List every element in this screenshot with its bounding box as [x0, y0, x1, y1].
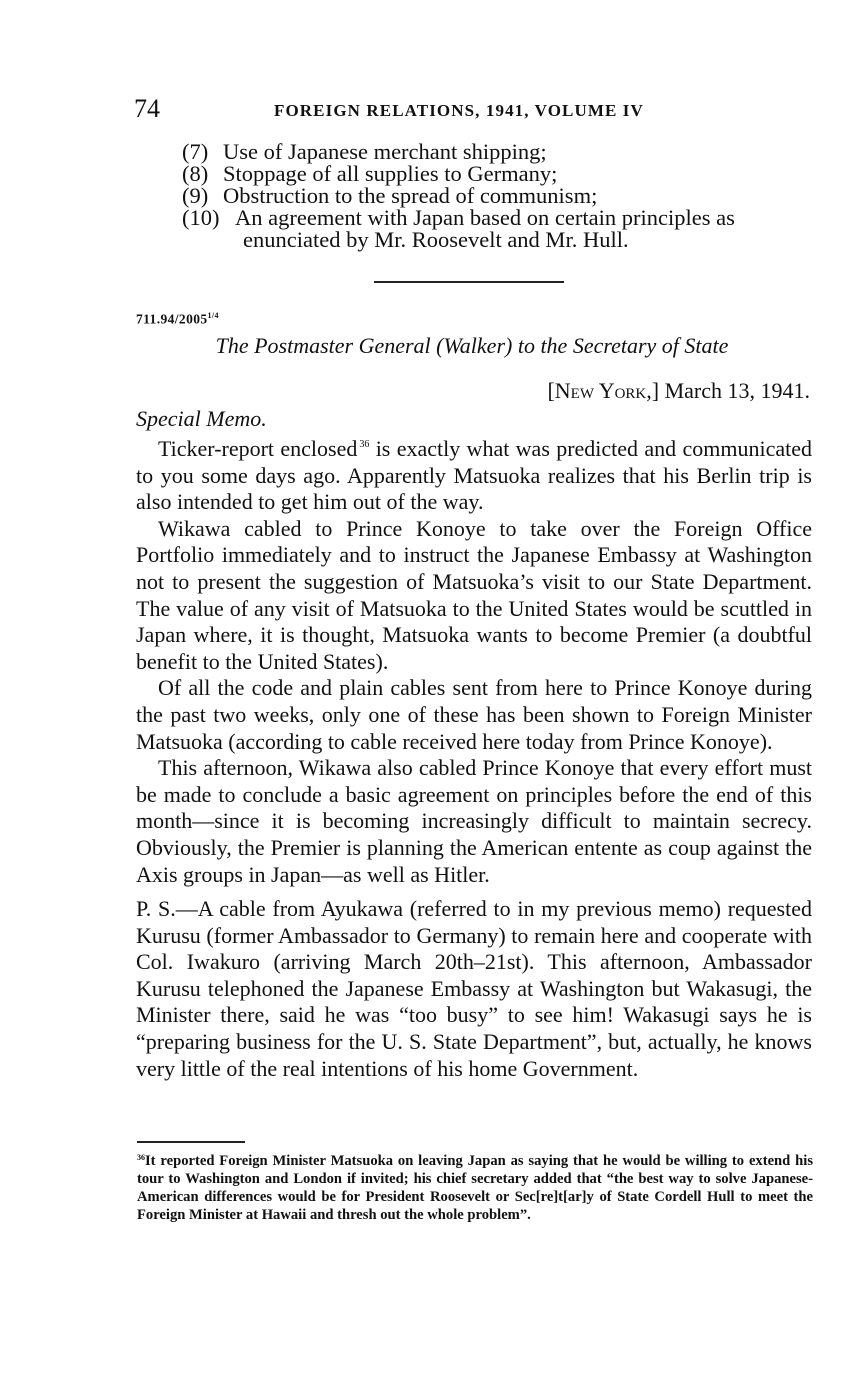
list-item-text: Obstruction to the spread of communism; [223, 183, 598, 208]
paragraph-text: Ticker-report enclosed [158, 436, 358, 461]
dateline-date: ,] March 13, 1941. [646, 378, 810, 403]
list-item-number: (7) [182, 139, 209, 164]
list-item-text: Stoppage of all supplies to Germany; [223, 161, 558, 186]
list-item-text: An agreement with Japan based on certain principles as [235, 205, 735, 230]
memo-label: Special Memo. [136, 406, 267, 431]
list-item [182, 185, 812, 207]
paragraph-text: is exactly what was predicted and communicated to you some days ago. Apparently Matsuoka realizes that his Berlin trip is also intended to get him out of the way. [136, 436, 812, 515]
section-divider [374, 281, 564, 283]
running-head [134, 94, 810, 130]
list-item-number: (8) [182, 161, 209, 186]
footnote-marker: 36 [137, 1153, 145, 1162]
list-item-text: Use of Japanese merchant shipping; [223, 139, 547, 164]
dateline-place: New York [554, 378, 647, 403]
file-number-fraction: 1/4 [207, 311, 219, 320]
list-item [182, 207, 812, 251]
dateline [547, 378, 810, 404]
footnote-text: It reported Foreign Minister Matsuoka on leaving Japan as saying that he would be willing to extend his tour to Washington and London if invited; his chief secretary added that “the best way to solve Japanese-American differences would be for President Roosevelt or Sec[re]t[ar]y of State Cordell Hull to meet the Foreign Minister at Hawaii and thresh out the whole problem”. [137, 1153, 813, 1223]
file-number-text: 711.94/2005 [136, 311, 208, 327]
list-item [182, 163, 812, 185]
dateline-prefix: [ [547, 378, 555, 403]
list-item-number: (10) [182, 205, 220, 230]
list-item [182, 141, 812, 163]
list-item-continuation: enunciated by Mr. Roosevelt and Mr. Hull. [243, 227, 629, 252]
body-text [136, 436, 812, 1082]
enumerated-list [182, 141, 812, 251]
paragraph: This afternoon, Wikawa also cabled Prince Konoye that every effort must be made to conclude a basic agreement on principles before the end of this month—since it is becoming increasingly difficult to maintain secrecy. Obviously, the Premier is planning the American entente as coup against the Axis groups in Japan—as well as Hitler. [136, 755, 812, 887]
list-item-number: (9) [182, 183, 209, 208]
document-heading: The Postmaster General (Walker) to the Secretary of State [215, 333, 729, 358]
postscript: P. S.—A cable from Ayukawa (referred to in my previous memo) requested Kurusu (former Ambassador to Germany) to remain here and cooperate with Col. Iwakuro (arriving March 20th–21st). This afternoon, Ambassador Kurusu telephoned the Japanese Embassy at Washington but Wakasugi, the Minister there, said he was “too busy” to see him! Wakasugi says he is “preparing business for the U. S. State Department”, but, actually, he knows very little of the real intentions of his home Government. [136, 896, 812, 1081]
footnote-divider [137, 1141, 245, 1143]
paragraph: Wikawa cabled to Prince Konoye to take over the Foreign Office Portfolio immediately and to instruct the Japanese Embassy at Washington not to present the suggestion of Matsuoka’s visit to our State Department. The value of any visit of Matsuoka to the United States would be scuttled in Japan where, it is thought, Matsuoka wants to become Premier (a doubtful benefit to the United States). [136, 515, 812, 674]
footnote-reference: 36 [359, 439, 370, 450]
page-number: 74 [134, 94, 160, 123]
paragraph: Of all the code and plain cables sent from here to Prince Konoye during the past two weeks, only one of these has been shown to Foreign Minister Matsuoka (according to cable received here today from Prince Konoye). [136, 675, 812, 754]
file-number [136, 311, 219, 328]
paragraph [136, 436, 812, 516]
footnote [137, 1152, 813, 1224]
running-title: FOREIGN RELATIONS, 1941, VOLUME IV [274, 101, 644, 120]
